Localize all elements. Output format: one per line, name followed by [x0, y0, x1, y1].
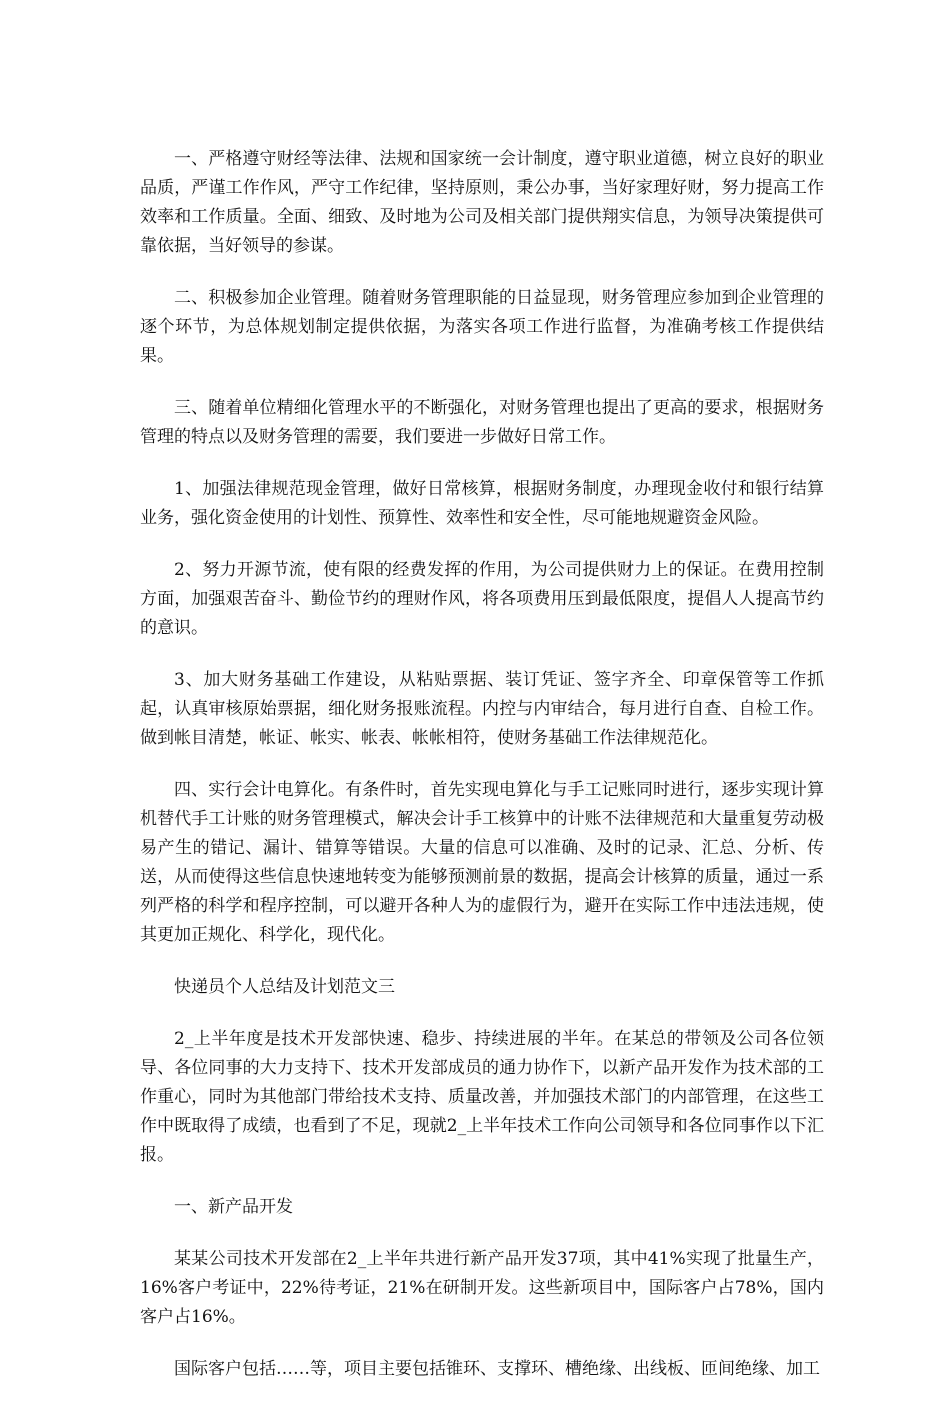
paragraph-cost-saving: 2、努力开源节流，使有限的经费发挥的作用，为公司提供财力上的保证。在费用控制方面，加强艰苦奋斗、勤俭节约的理财作风，将各项费用压到最低限度，提倡人人提高节约的意识。	[140, 560, 824, 638]
paragraph-computerized-accounting: 四、实行会计电算化。有条件时，首先实现电算化与手工记账同时进行，逐步实现计算机替代手工计账的财务管理模式，解决会计手工核算中的计账不法律规范和大量重复劳动极易产生的错记、漏计、错算等错误。大量的信息可以准确、及时的记录、汇总、分析、传送，从而使得这些信息快速地转变为能够预测前景的数据，提高会计核算的质量，通过一系列严格的科学和程序控制，可以避开各种人为的虚假行为，避开在实际工作中违法违规，使其更加正规化、科学化，现代化。	[140, 780, 824, 945]
paragraph-cash-management: 1、加强法律规范现金管理，做好日常核算，根据财务制度，办理现金收付和银行结算业务，强化资金使用的计划性、预算性、效率性和安全性，尽可能地规避资金风险。	[140, 479, 824, 528]
paragraph-enterprise-management: 二、积极参加企业管理。随着财务管理职能的日益显现，财务管理应参加到企业管理的逐个环节，为总体规划制定提供依据，为落实各项工作进行监督，为准确考核工作提供结果。	[140, 288, 824, 366]
paragraph-half-year-summary: 2_上半年度是技术开发部快速、稳步、持续进展的半年。在某总的带领及公司各位领导、各位同事的大力支持下、技术开发部成员的通力协作下，以新产品开发作为技术部的工作重心，同时为其他部门带给技术支持、质量改善，并加强技术部门的内部管理，在这些工作中既取得了成绩，也看到了不足，现就2_上半年技术工作向公司领导和各位同事作以下汇报。	[140, 1029, 824, 1165]
paragraph-new-products: 某某公司技术开发部在2_上半年共进行新产品开发37项，其中41%实现了批量生产，16%客户考证中，22%待考证，21%在研制开发。这些新项目中，国际客户占78%，国内客户占16%。	[140, 1249, 824, 1327]
paragraph-finance-compliance: 一、严格遵守财经等法律、法规和国家统一会计制度，遵守职业道德，树立良好的职业品质，严谨工作作风，严守工作纪律，坚持原则，秉公办事，当好家理好财，努力提高工作效率和工作质量。全面、细致、及时地为公司及相关部门提供翔实信息，为领导决策提供可靠依据，当好领导的参谋。	[140, 149, 824, 256]
paragraph-basic-work: 3、加大财务基础工作建设，从粘贴票据、装订凭证、签字齐全、印章保管等工作抓起，认真审核原始票据，细化财务报账流程。内控与内审结合，每月进行自查、自检工作。做到帐目清楚，帐证、帐实、帐表、帐帐相符，使财务基础工作法律规范化。	[140, 670, 824, 748]
document-page	[140, 145, 824, 1407]
paragraph-international-clients: 国际客户包括……等，项目主要包括锥环、支撑环、槽绝缘、出线板、匝间绝缘、加工	[174, 1359, 820, 1379]
paragraph-refined-management: 三、随着单位精细化管理水平的不断强化，对财务管理也提出了更高的要求，根据财务管理的特点以及财务管理的需要，我们要进一步做好日常工作。	[140, 398, 824, 447]
subsection-title: 一、新产品开发	[174, 1197, 293, 1217]
section-title: 快递员个人总结及计划范文三	[174, 977, 395, 997]
